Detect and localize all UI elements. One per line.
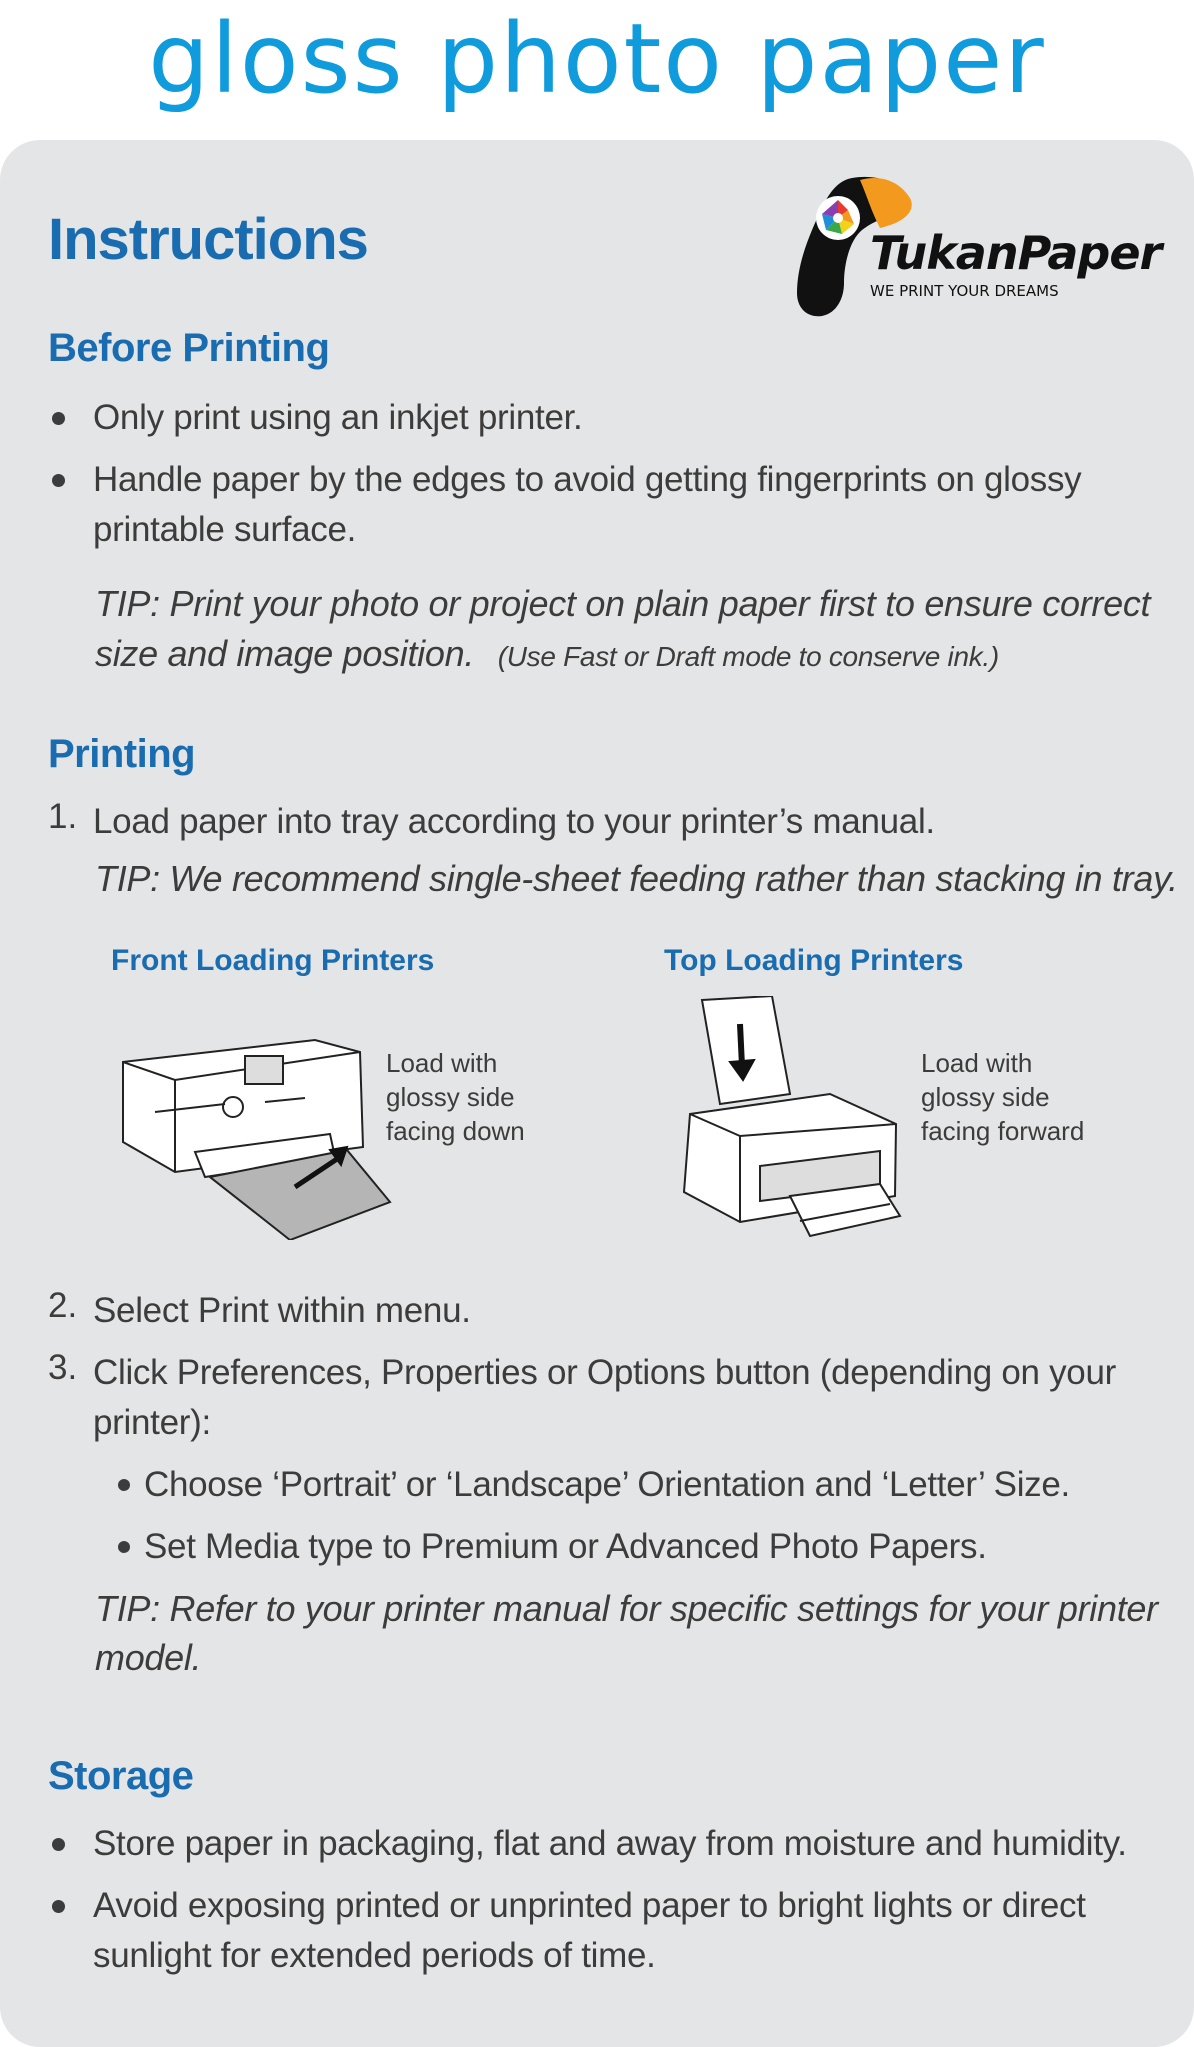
printing-heading: Printing [48,732,196,776]
step-3-sub-bullet: Set Media type to Premium or Advanced Photo Papers. [144,1527,987,1566]
page-title: gloss photo paper [148,3,1046,115]
tip-text: size and image position. [95,633,475,674]
tip-note: (Use Fast or Draft mode to conserve ink.) [497,641,999,672]
printing-step-1-tip: TIP: We recommend single-sheet feeding rather than stacking in tray. [95,858,1178,899]
caption-line: facing down [386,1116,525,1146]
before-printing-bullet: Only print using an inkjet printer. [93,398,583,437]
bullet-dot [52,474,65,487]
caption-line: facing forward [921,1116,1085,1146]
step-number: 3. [48,1348,78,1387]
sub-bullet-dot [118,1479,130,1491]
front-loading-printer-illustration [115,1022,395,1240]
step-3-sub-bullet: Choose ‘Portrait’ or ‘Landscape’ Orientation and ‘Letter’ Size. [144,1465,1070,1504]
storage-bullet: Store paper in packaging, flat and away from moisture and humidity. [93,1824,1127,1863]
bullet-dot [52,1838,65,1851]
logo-brand-text: TukanPaper [870,226,1162,280]
top-loading-heading: Top Loading Printers [664,944,964,977]
caption-line: Load with [386,1048,498,1078]
printing-step-1: Load paper into tray according to your printer’s manual. [93,802,935,841]
instructions-heading: Instructions [48,207,368,272]
caption-line: glossy side [921,1082,1050,1112]
printing-step-2: Select Print within menu. [93,1291,471,1330]
logo-tagline: WE PRINT YOUR DREAMS [870,282,1059,300]
before-printing-heading: Before Printing [48,326,330,370]
tukanpaper-logo [782,168,1162,328]
top-loading-caption [921,1046,1084,1148]
instructions-card [0,140,1194,2047]
printing-step-3-continued: printer): [93,1403,211,1442]
step-3-tip-continued: model. [95,1637,202,1678]
step-number: 2. [48,1286,78,1325]
front-loading-heading: Front Loading Printers [111,944,435,977]
before-printing-bullet-continued: printable surface. [93,510,357,549]
step-number: 1. [48,797,78,836]
bullet-dot [52,1900,65,1913]
bullet-dot [52,412,65,425]
before-printing-bullet: Handle paper by the edges to avoid getting fingerprints on glossy [93,460,1082,499]
caption-line: glossy side [386,1082,515,1112]
front-loading-caption [386,1046,525,1148]
storage-bullet: Avoid exposing printed or unprinted paper to bright lights or direct [93,1886,1086,1925]
printing-step-3: Click Preferences, Properties or Options button (depending on your [93,1353,1116,1392]
storage-heading: Storage [48,1754,194,1798]
before-printing-tip-line2 [95,629,999,682]
step-3-tip: TIP: Refer to your printer manual for specific settings for your printer [95,1588,1158,1629]
storage-bullet-continued: sunlight for extended periods of time. [93,1936,656,1975]
before-printing-tip: TIP: Print your photo or project on plain paper first to ensure correct [95,583,1151,624]
top-loading-printer-illustration [680,996,910,1248]
caption-line: Load with [921,1048,1033,1078]
sub-bullet-dot [118,1541,130,1553]
